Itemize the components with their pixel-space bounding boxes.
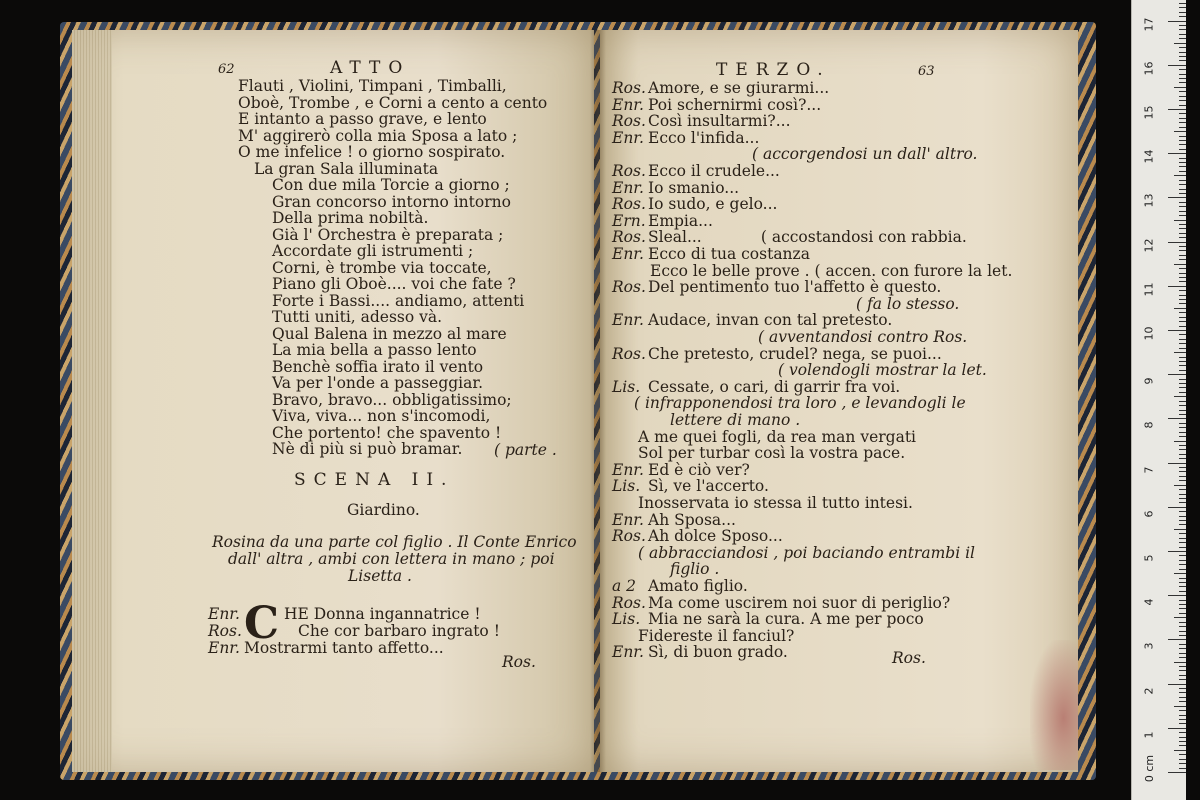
stage-direction-line: dall' altra , ambi con lettera in mano ; poi [228,550,555,568]
ruler-tick [1179,467,1186,468]
ruler-tick [1179,768,1186,769]
speaker-label: Ros. [612,278,646,297]
ruler-tick [1179,405,1186,406]
ruler-number: 16 [1142,61,1156,76]
ruler-number: 7 [1142,466,1156,474]
ruler-tick [1174,485,1186,486]
verse-line: Viva, viva... non s'incomodi, [272,407,491,425]
ruler-tick [1179,268,1186,269]
ruler-tick [1179,538,1186,539]
ruler-tick [1179,644,1186,645]
dialogue-line: Io smanio... [648,178,740,197]
ruler-tick [1168,197,1186,198]
ruler-tick [1179,348,1186,349]
ruler-tick [1174,352,1186,353]
ruler-tick [1179,158,1186,159]
dialogue-line: Ma come uscirem noi suor di periglio? [648,593,951,612]
ruler-tick [1179,7,1186,8]
ruler-tick [1179,436,1186,437]
ruler-tick [1179,47,1186,48]
ruler-tick [1179,670,1186,671]
ruler-tick [1179,60,1186,61]
ruler-tick [1179,600,1186,601]
ruler-tick [1179,312,1186,313]
verse-line: E intanto a passo grave, e lento [238,110,487,128]
ruler-tick [1174,529,1186,530]
ruler-number: 6 [1142,510,1156,518]
ruler-tick [1179,122,1186,123]
speaker-label: Enr. [612,95,644,114]
ruler-tick [1179,144,1186,145]
ruler-tick [1179,737,1186,738]
ruler-tick [1179,608,1186,609]
ruler-tick [1179,445,1186,446]
ruler-tick [1179,719,1186,720]
ruler-tick [1179,215,1186,216]
dialogue-line: Sol per turbar così la vostra pace. [638,444,906,463]
verse-line: M' aggirerò colla mia Sposa a lato ; [238,126,518,145]
left-page-number: 62 [218,62,235,77]
ruler-tick [1179,745,1186,746]
ruler-tick [1179,560,1186,561]
dialogue-line: Che pretesto, crudel? nega, se puoi... [648,344,942,363]
ruler-tick [1179,189,1186,190]
verse-line: Della prima nobiltà. [272,209,429,227]
ruler-tick [1179,653,1186,654]
ruler-tick [1179,281,1186,282]
ruler-tick [1179,118,1186,119]
ruler-tick [1179,715,1186,716]
ruler-tick [1179,498,1186,499]
dialogue-line: Empia... [648,211,713,230]
dialogue-line: Poi schernirmi così?... [648,95,822,114]
ruler-tick [1179,29,1186,30]
verse-line: La mia bella a passo lento [272,341,477,359]
ruler-tick [1179,582,1186,583]
ruler-tick [1179,334,1186,335]
dialogue-line: Mostrarmi tanto affetto... [244,639,444,657]
dialogue-line: ( accorgendosi un dall' altro. [752,145,978,164]
verse-line: Flauti , Violini, Timpani , Timballi, [238,77,507,95]
ruler-number: 5 [1142,554,1156,562]
ruler-tick [1179,427,1186,428]
right-catchword: Ros. [892,649,926,667]
ruler-tick [1179,74,1186,75]
ruler-tick [1179,303,1186,304]
verse-line: Tutti uniti, adesso và. [272,308,443,326]
dialogue-line: ( abbracciandosi , poi baciando entrambi il [638,543,975,562]
ruler-tick [1179,697,1186,698]
dialogue-line: Così insultarmi?... [648,112,791,131]
ruler-number: 11 [1142,282,1156,297]
ruler-tick [1179,370,1186,371]
ruler-tick [1179,741,1186,742]
ruler-tick [1179,52,1186,53]
ruler-tick [1168,463,1186,464]
measurement-ruler [1131,0,1186,800]
ruler-tick [1168,153,1186,154]
ruler-tick [1179,184,1186,185]
ruler-tick [1179,586,1186,587]
speaker-label: Ros. [612,112,646,131]
ruler-tick [1179,516,1186,517]
ruler-tick [1179,180,1186,181]
ruler-tick [1179,339,1186,340]
ruler-tick [1179,401,1186,402]
ruler-tick [1168,595,1186,596]
ruler-tick [1179,454,1186,455]
ruler-tick [1179,732,1186,733]
ruler-tick [1179,569,1186,570]
ruler-tick [1179,489,1186,490]
speaker-label: Ros. [208,622,242,640]
ruler-tick [1179,211,1186,212]
ruler-tick [1179,604,1186,605]
speaker-label: Enr. [612,178,644,197]
ruler-tick [1179,295,1186,296]
ruler-tick [1179,688,1186,689]
ruler-number: 17 [1142,17,1156,32]
speaker-label: Enr. [612,245,644,263]
right-page-number: 63 [918,64,935,79]
speaker-label: Ros. [612,79,646,97]
ruler-tick [1179,228,1186,229]
ruler-tick [1179,432,1186,433]
ruler-tick [1174,662,1186,663]
dialogue-line: Ecco di tua costanza [648,245,810,263]
dialogue-line: A me quei fogli, da rea man vergati [638,427,917,446]
ruler-tick [1179,675,1186,676]
ruler-number: 8 [1142,421,1156,429]
ruler-tick [1179,56,1186,57]
ruler-tick [1179,387,1186,388]
ruler-tick [1179,78,1186,79]
speaker-label: Enr. [612,311,644,330]
ruler-tick [1179,631,1186,632]
speaker-label: Enr. [208,639,240,657]
ruler-tick [1174,573,1186,574]
ruler-tick [1179,3,1186,4]
ruler-tick [1179,365,1186,366]
ruler-tick [1179,524,1186,525]
ruler-tick [1179,317,1186,318]
speaker-label: Ern. [612,211,646,230]
verse-line: O me infelice ! o giorno sospirato. [238,143,506,161]
ruler-tick [1179,502,1186,503]
ruler-number: 10 [1142,326,1156,341]
left-catchword: Ros. [502,653,536,671]
ruler-number: 4 [1142,598,1156,606]
ruler-tick [1179,357,1186,358]
ruler-tick [1179,763,1186,764]
verse-line: Oboè, Trombe , e Corni a cento a cento [238,93,548,112]
ruler-number: 12 [1142,238,1156,253]
verse-line: Bravo, bravo... obbligatissimo; [272,390,512,409]
dialogue-line: Sì, ve l'accerto. [648,477,769,496]
dialogue-line: Che cor barbaro ingrato ! [298,622,500,640]
dialogue-line: Ed è ciò ver? [648,460,750,479]
verse-line: Con due mila Torcie a giorno ; [272,176,510,194]
ruler-tick [1179,701,1186,702]
ruler-tick [1179,476,1186,477]
ruler-tick [1179,105,1186,106]
ruler-tick [1168,242,1186,243]
ruler-tick [1168,21,1186,22]
dialogue-line: HE Donna ingannatrice ! [284,605,481,623]
verse-line: La gran Sala illuminata [254,159,439,178]
dialogue-line: Sì, di buon grado. [648,643,788,662]
dialogue-line: Ah Sposa... [648,510,736,529]
ruler-tick [1179,255,1186,256]
speaker-label: Ros. [612,527,646,546]
page-edges [72,30,112,772]
ruler-tick [1168,330,1186,331]
ruler-tick [1168,286,1186,287]
ruler-tick [1179,34,1186,35]
ruler-tick [1179,564,1186,565]
ruler-tick [1179,759,1186,760]
dialogue-line: Ecco il crudele... [648,162,780,180]
ruler-tick [1179,626,1186,627]
ruler-tick [1179,16,1186,17]
dialogue-line: Sleal... ( accostandosi con rabbia. [648,228,967,247]
ruler-tick [1179,379,1186,380]
ruler-tick [1179,206,1186,207]
ruler-tick [1168,507,1186,508]
ruler-tick [1179,613,1186,614]
ruler-number: 1 [1142,731,1156,739]
dialogue-line: Audace, invan con tal pretesto. [648,311,893,330]
ruler-tick [1174,220,1186,221]
ruler-tick [1179,326,1186,327]
ruler-tick [1179,233,1186,234]
ruler-unit-label: 0 cm [1143,754,1157,783]
ruler-tick [1179,533,1186,534]
speaker-label: Enr. [208,605,240,623]
speaker-label: Lis. [612,610,641,629]
verse-line: Gran concorso intorno intorno [272,192,511,211]
ruler-tick [1179,277,1186,278]
verse-line: Nè di più si può bramar. [272,440,463,458]
verse-line: Forte i Bassi.... andiamo, attenti [272,291,525,310]
ruler-tick [1179,449,1186,450]
dialogue-line: Ecco le belle prove . ( accen. con furore la let. [650,261,1013,280]
ruler-tick [1174,706,1186,707]
ruler-tick [1174,750,1186,751]
dialogue-line: ( infrapponendosi tra loro , e levandogli le [634,394,966,413]
dialogue-line: Fidereste il fanciul? [638,626,795,645]
dialogue-line: Io sudo, e gelo... [648,195,778,214]
verse-line: Benchè soffia irato il vento [272,357,484,376]
ruler-tick [1174,264,1186,265]
verse-line: Qual Balena in mezzo al mare [272,324,507,343]
page-stain [1030,640,1078,770]
dialogue-line: figlio . [670,560,720,579]
ruler-number: 9 [1142,377,1156,385]
ruler-tick [1168,418,1186,419]
ruler-tick [1179,91,1186,92]
dialogue-line: Inosservata io stessa il tutto intesi. [638,494,913,512]
ruler-tick [1179,471,1186,472]
speaker-label: Enr. [612,510,644,529]
ruler-tick [1179,657,1186,658]
speaker-label: Enr. [612,460,644,479]
ruler-tick [1179,259,1186,260]
dialogue-line: Cessate, o cari, di garrir fra voi. [648,377,901,396]
dialogue-line: Amato figlio. [648,577,748,595]
ruler-tick [1179,710,1186,711]
book-gutter [590,30,606,772]
speaker-label: Ros. [612,593,646,612]
verse-line: Che portento! che spavento ! [272,423,502,442]
verse-line: Piano gli Oboè.... voi che fate ? [272,275,516,293]
ruler-tick [1179,193,1186,194]
ruler-tick [1179,162,1186,163]
ruler-tick [1179,202,1186,203]
ruler-tick [1179,591,1186,592]
ruler-tick [1179,12,1186,13]
dialogue-line: Ecco l'infida... [648,128,760,147]
ruler-tick [1179,149,1186,150]
exit-note: ( parte . [494,441,557,459]
ruler-tick [1174,308,1186,309]
ruler-tick [1179,38,1186,39]
ruler-tick [1179,723,1186,724]
dialogue-line: lettere di mano . [670,411,801,429]
verse-line: Corni, è trombe via toccate, [272,258,492,277]
speaker-label: a 2 [612,577,637,595]
ruler-tick [1179,321,1186,322]
ruler-tick [1179,692,1186,693]
ruler-tick [1174,617,1186,618]
ruler-tick [1179,82,1186,83]
ruler-tick [1174,175,1186,176]
speaker-label: Ros. [612,162,646,180]
ruler-tick [1174,131,1186,132]
ruler-tick [1179,299,1186,300]
speaker-label: Lis. [612,477,641,496]
ruler-tick [1179,250,1186,251]
dialogue-line: Amore, e se giurarmi... [648,79,830,97]
ruler-tick [1179,679,1186,680]
ruler-tick [1179,140,1186,141]
ruler-tick [1179,100,1186,101]
ruler-tick [1179,392,1186,393]
ruler-tick [1179,480,1186,481]
stage-direction-line: Lisetta . [348,567,412,585]
ruler-tick [1179,635,1186,636]
speaker-label: Lis. [612,377,641,396]
right-running-head: TERZO. [716,60,831,80]
ruler-tick [1174,441,1186,442]
ruler-tick [1179,547,1186,548]
ruler-tick [1168,728,1186,729]
dialogue-line: Ah dolce Sposo... [648,527,783,546]
ruler-tick [1179,237,1186,238]
speaker-label: Ros. [612,344,646,363]
verse-line: Già l' Orchestra è preparata ; [272,225,504,244]
ruler-tick [1179,224,1186,225]
ruler-tick [1179,361,1186,362]
dialogue-line: ( volendogli mostrar la let. [778,361,987,380]
ruler-tick [1179,96,1186,97]
ruler-tick [1179,754,1186,755]
ruler-number: 14 [1142,149,1156,164]
ruler-tick [1174,87,1186,88]
ruler-tick [1179,171,1186,172]
ruler-tick [1179,458,1186,459]
speaker-label: Enr. [612,643,644,662]
ruler-tick [1179,520,1186,521]
ruler-tick [1168,639,1186,640]
ruler-tick [1179,666,1186,667]
ruler-tick [1174,396,1186,397]
speaker-label: Ros. [612,195,646,214]
dialogue-line: ( fa lo stesso. [856,294,960,313]
ruler-tick [1179,648,1186,649]
ruler-tick [1179,290,1186,291]
ruler-number: 15 [1142,105,1156,120]
dialogue-line: Del pentimento tuo l'affetto è questo. [648,278,942,297]
ruler-tick [1174,43,1186,44]
ruler-tick [1179,246,1186,247]
ruler-tick [1168,65,1186,66]
ruler-tick [1179,113,1186,114]
ruler-tick [1168,551,1186,552]
speaker-label: Enr. [612,128,644,147]
ruler-tick [1168,772,1186,773]
ruler-tick [1179,136,1186,137]
drop-cap: C [244,598,280,649]
ruler-tick [1179,166,1186,167]
scene-title: SCENA II. [294,470,455,490]
ruler-number: 3 [1142,642,1156,650]
ruler-tick [1179,555,1186,556]
ruler-tick [1179,414,1186,415]
ruler-tick [1168,684,1186,685]
speaker-label: Ros. [612,228,646,247]
ruler-number: 2 [1142,687,1156,695]
dialogue-line: ( avventandosi contro Ros. [758,328,968,346]
ruler-tick [1179,511,1186,512]
verse-line: Va per l'onde a passeggiar. [272,374,484,392]
ruler-tick [1179,542,1186,543]
dialogue-line: Mia ne sarà la cura. A me per poco [648,610,924,629]
ruler-tick [1179,343,1186,344]
ruler-tick [1168,374,1186,375]
left-running-head: ATTO [330,58,411,78]
verse-line: Accordate gli istrumenti ; [272,242,474,260]
ruler-tick [1179,25,1186,26]
ruler-tick [1168,109,1186,110]
scene-setting: Giardino. [347,501,420,519]
ruler-tick [1179,410,1186,411]
ruler-tick [1179,383,1186,384]
ruler-tick [1179,127,1186,128]
ruler-tick [1179,578,1186,579]
ruler-tick [1179,622,1186,623]
ruler-tick [1179,69,1186,70]
ruler-tick [1179,494,1186,495]
ruler-tick [1179,423,1186,424]
stage-direction-line: Rosina da una parte col figlio . Il Conte Enrico [212,533,577,551]
ruler-number: 13 [1142,193,1156,208]
ruler-tick [1179,273,1186,274]
